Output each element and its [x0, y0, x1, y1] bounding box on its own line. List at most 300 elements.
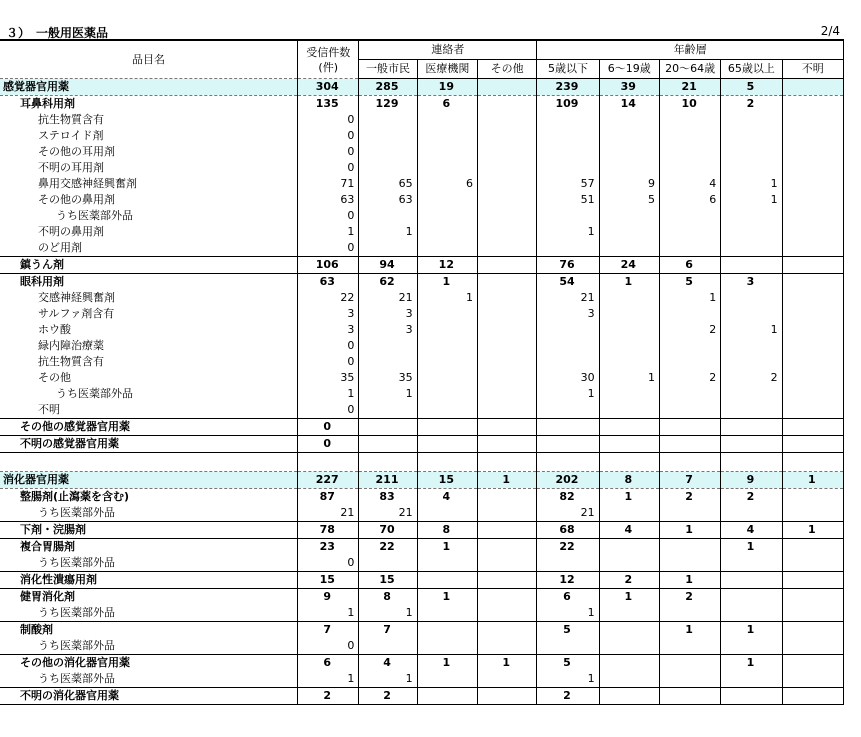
age-under5-header: 5歳以下 [537, 60, 599, 79]
row-value: 6 [537, 589, 599, 606]
row-value: 4 [659, 176, 720, 192]
row-value: 1 [721, 539, 782, 556]
row-value: 21 [537, 290, 599, 306]
row-value [782, 555, 843, 572]
row-value: 21 [298, 505, 359, 522]
row-label: 抗生物質含有 [38, 355, 104, 368]
table-row [0, 160, 844, 176]
row-value [782, 322, 843, 338]
row-label: うち医薬部外品 [56, 387, 133, 400]
row-value: 1 [659, 572, 720, 589]
contact-public-header: 一般市民 [359, 60, 417, 79]
row-value: 51 [537, 192, 599, 208]
row-value: 109 [537, 96, 599, 113]
row-value [359, 338, 417, 354]
row-value [477, 419, 536, 436]
row-label: うち医薬部外品 [0, 605, 298, 622]
row-value [537, 208, 599, 224]
row-value: 6 [417, 176, 477, 192]
row-value [298, 453, 359, 472]
row-value [782, 453, 843, 472]
row-label: 不明 [0, 402, 298, 419]
row-value: 1 [537, 671, 599, 688]
row-value [359, 144, 417, 160]
row-value [721, 306, 782, 322]
row-value: 1 [359, 671, 417, 688]
table-row [0, 489, 844, 506]
row-value: 129 [359, 96, 417, 113]
row-value [659, 386, 720, 402]
row-value [782, 128, 843, 144]
row-value: 35 [359, 370, 417, 386]
row-value [599, 290, 659, 306]
table-row [0, 572, 844, 589]
age-6-19-header: 6～19歳 [599, 60, 659, 79]
row-label: 不明の消化器官用薬 [0, 688, 298, 705]
row-value [782, 671, 843, 688]
row-value: 0 [298, 208, 359, 224]
row-value [537, 160, 599, 176]
row-value [721, 605, 782, 622]
row-value: 82 [537, 489, 599, 506]
row-value [599, 688, 659, 705]
row-value: 0 [298, 419, 359, 436]
row-value: 3 [721, 274, 782, 291]
row-value [477, 306, 536, 322]
row-value: 3 [359, 306, 417, 322]
row-value [721, 688, 782, 705]
row-value: 2 [599, 572, 659, 589]
row-value [477, 128, 536, 144]
row-value [477, 160, 536, 176]
row-value [417, 144, 477, 160]
table-row [0, 453, 844, 472]
row-value: 15 [417, 472, 477, 489]
row-value [782, 572, 843, 589]
table-row [0, 144, 844, 160]
row-value [417, 112, 477, 128]
row-value [782, 354, 843, 370]
row-value: 57 [537, 176, 599, 192]
row-value [417, 605, 477, 622]
row-value [782, 240, 843, 257]
row-label: 緑内障治療薬 [38, 339, 104, 352]
row-value [537, 436, 599, 453]
row-value [477, 176, 536, 192]
row-value: 0 [298, 240, 359, 257]
row-label: 制酸剤 [20, 623, 53, 636]
row-value: 1 [782, 522, 843, 539]
row-value [417, 453, 477, 472]
row-value: 4 [721, 522, 782, 539]
row-value [721, 419, 782, 436]
row-value [359, 419, 417, 436]
row-value [782, 386, 843, 402]
table-row [0, 472, 844, 489]
row-value: 4 [359, 655, 417, 672]
row-value: 30 [537, 370, 599, 386]
row-value: 7 [298, 622, 359, 639]
row-value: 211 [359, 472, 417, 489]
row-value [599, 208, 659, 224]
row-value: 5 [537, 622, 599, 639]
row-label: 鎮うん剤 [0, 257, 298, 274]
table-row [0, 338, 844, 354]
row-value [782, 192, 843, 208]
row-value [477, 436, 536, 453]
row-value [417, 224, 477, 240]
row-value [659, 128, 720, 144]
row-value [537, 322, 599, 338]
row-label: 消化性潰瘍用剤 [0, 572, 298, 589]
row-value: 1 [298, 671, 359, 688]
row-value [477, 354, 536, 370]
table-row [0, 128, 844, 144]
row-value: 63 [359, 192, 417, 208]
row-value: 22 [298, 290, 359, 306]
row-label: うち医薬部外品 [56, 209, 133, 222]
row-value [477, 505, 536, 522]
row-label: その他の鼻用剤 [38, 193, 115, 206]
row-label: うち医薬部外品 [0, 555, 298, 572]
row-value [782, 160, 843, 176]
row-value [659, 605, 720, 622]
row-value [477, 522, 536, 539]
row-value [417, 192, 477, 208]
row-value: 2 [659, 489, 720, 506]
statistics-table [0, 39, 844, 705]
contact-other-header: その他 [477, 60, 536, 79]
row-value [537, 555, 599, 572]
table-row [0, 274, 844, 291]
row-value: 62 [359, 274, 417, 291]
row-value [359, 128, 417, 144]
contact-group-header: 連絡者 [359, 40, 537, 60]
row-value [417, 505, 477, 522]
row-value [417, 354, 477, 370]
row-value [417, 322, 477, 338]
table-row [0, 539, 844, 556]
row-value: 1 [721, 192, 782, 208]
table-row [0, 112, 844, 128]
table-row [0, 522, 844, 539]
row-value [477, 240, 536, 257]
row-value [537, 402, 599, 419]
row-value [359, 354, 417, 370]
row-value [721, 354, 782, 370]
row-value [721, 638, 782, 655]
row-value: 227 [298, 472, 359, 489]
row-value: 3 [359, 322, 417, 338]
row-value [782, 257, 843, 274]
table-row [0, 208, 844, 224]
row-label: 交感神経興奮剤 [38, 291, 115, 304]
row-value: 7 [659, 472, 720, 489]
row-value: 3 [298, 306, 359, 322]
row-value [599, 419, 659, 436]
table-row [0, 436, 844, 453]
row-value: 23 [298, 539, 359, 556]
row-value [417, 572, 477, 589]
row-value [477, 96, 536, 113]
row-value [599, 622, 659, 639]
row-label: うち医薬部外品 [0, 671, 298, 688]
table-row [0, 290, 844, 306]
row-value [599, 605, 659, 622]
table-row [0, 671, 844, 688]
row-value [359, 160, 417, 176]
row-value [782, 402, 843, 419]
row-label: その他 [38, 371, 71, 384]
row-value [477, 112, 536, 128]
row-value [782, 622, 843, 639]
row-label: 抗生物質含有 [38, 113, 104, 126]
row-value [782, 489, 843, 506]
row-value: 76 [537, 257, 599, 274]
row-value: 1 [417, 589, 477, 606]
row-value [477, 192, 536, 208]
table-row [0, 79, 844, 96]
row-value [359, 402, 417, 419]
row-value: 12 [417, 257, 477, 274]
row-value: 0 [298, 402, 359, 419]
row-value: 5 [599, 192, 659, 208]
row-value [782, 688, 843, 705]
row-value [659, 555, 720, 572]
row-value [599, 386, 659, 402]
row-value [359, 208, 417, 224]
table-row [0, 505, 844, 522]
table-row [0, 402, 844, 419]
row-value [721, 453, 782, 472]
row-value [477, 370, 536, 386]
row-value [537, 419, 599, 436]
row-value [417, 436, 477, 453]
row-value [477, 589, 536, 606]
row-value [359, 638, 417, 655]
row-value: 1 [477, 472, 536, 489]
row-value [782, 539, 843, 556]
row-value [782, 208, 843, 224]
row-value [721, 257, 782, 274]
row-label: 不明の耳用剤 [38, 161, 104, 174]
row-value [599, 354, 659, 370]
row-value [782, 338, 843, 354]
row-value [659, 655, 720, 672]
row-value [477, 605, 536, 622]
row-value [782, 306, 843, 322]
row-value [477, 402, 536, 419]
row-value [359, 555, 417, 572]
age-20-64-header: 20～64歳 [659, 60, 720, 79]
row-value [721, 224, 782, 240]
row-value [659, 306, 720, 322]
row-label: 不明の鼻用剤 [38, 225, 104, 238]
row-value [721, 402, 782, 419]
row-label: 整腸剤(止瀉薬を含む) [20, 490, 130, 503]
row-value: 0 [298, 112, 359, 128]
row-value [721, 290, 782, 306]
row-label: ステロイド剤 [38, 129, 104, 142]
row-value: 63 [298, 192, 359, 208]
row-value: 1 [537, 605, 599, 622]
row-value [659, 505, 720, 522]
row-value [599, 240, 659, 257]
row-value: 21 [537, 505, 599, 522]
row-value [659, 224, 720, 240]
row-value [721, 386, 782, 402]
row-value [659, 436, 720, 453]
row-value: 9 [298, 589, 359, 606]
row-value [599, 436, 659, 453]
row-label: その他の消化器官用薬 [20, 656, 130, 669]
row-value: 1 [599, 370, 659, 386]
row-value [599, 306, 659, 322]
row-value: 0 [298, 160, 359, 176]
row-value [599, 555, 659, 572]
row-value [477, 322, 536, 338]
row-value [599, 160, 659, 176]
row-label: のど用剤 [0, 240, 298, 257]
row-value [477, 453, 536, 472]
table-row [0, 605, 844, 622]
row-label: その他の耳用剤 [38, 145, 115, 158]
row-label: 健胃消化剤 [20, 590, 75, 603]
row-value [359, 240, 417, 257]
row-value: 21 [359, 290, 417, 306]
row-value [537, 638, 599, 655]
table-row [0, 306, 844, 322]
row-value: 106 [298, 257, 359, 274]
row-value [721, 128, 782, 144]
row-label: 消化器官用薬 [0, 472, 298, 489]
row-value [782, 79, 843, 96]
row-value [721, 505, 782, 522]
row-value [782, 224, 843, 240]
row-value: 4 [417, 489, 477, 506]
table-row [0, 589, 844, 606]
row-value: 39 [599, 79, 659, 96]
row-value: 68 [537, 522, 599, 539]
row-value [417, 555, 477, 572]
row-value [599, 338, 659, 354]
row-value [721, 160, 782, 176]
table-body [0, 79, 844, 705]
row-label: 下剤・浣腸剤 [0, 522, 298, 539]
row-value [599, 112, 659, 128]
section-title: ３） 一般用医薬品 [6, 26, 109, 40]
row-value: 1 [599, 274, 659, 291]
row-value: 1 [599, 589, 659, 606]
received-count-header [298, 40, 359, 79]
row-value: 2 [659, 322, 720, 338]
row-value: 15 [359, 572, 417, 589]
row-value [477, 555, 536, 572]
row-value: 65 [359, 176, 417, 192]
table-row [0, 240, 844, 257]
table-row [0, 322, 844, 338]
row-value: 78 [298, 522, 359, 539]
row-value [537, 240, 599, 257]
row-value: 1 [721, 622, 782, 639]
row-value: 87 [298, 489, 359, 506]
row-value: 1 [298, 224, 359, 240]
row-value [721, 144, 782, 160]
row-value [659, 144, 720, 160]
row-label: ホウ酸 [38, 323, 71, 336]
row-value: 0 [298, 638, 359, 655]
row-value: 1 [359, 605, 417, 622]
row-value: 71 [298, 176, 359, 192]
table-row [0, 176, 844, 192]
row-value [599, 128, 659, 144]
age-65plus-header: 65歳以上 [721, 60, 782, 79]
table-row [0, 224, 844, 240]
row-value [417, 419, 477, 436]
row-value: 3 [537, 306, 599, 322]
row-value [477, 539, 536, 556]
row-value [659, 453, 720, 472]
row-value [659, 160, 720, 176]
row-value: 1 [721, 322, 782, 338]
row-value [599, 453, 659, 472]
row-value [477, 671, 536, 688]
row-value [417, 638, 477, 655]
row-value: 7 [359, 622, 417, 639]
row-value [782, 370, 843, 386]
row-value: 3 [298, 322, 359, 338]
row-value [721, 671, 782, 688]
row-value: 5 [721, 79, 782, 96]
row-value: 2 [537, 688, 599, 705]
row-value: 2 [721, 489, 782, 506]
table-row [0, 257, 844, 274]
row-value: 10 [659, 96, 720, 113]
row-label: その他の感覚器官用薬 [0, 419, 298, 436]
row-label: 不明の感覚器官用薬 [0, 436, 298, 453]
row-value [477, 386, 536, 402]
row-value [782, 144, 843, 160]
page-number: 2/4 [820, 24, 840, 38]
row-value [477, 274, 536, 291]
row-value: 202 [537, 472, 599, 489]
row-value: 12 [537, 572, 599, 589]
row-value: 0 [298, 338, 359, 354]
row-value: 22 [537, 539, 599, 556]
row-value: 1 [537, 386, 599, 402]
row-value [477, 224, 536, 240]
table-row [0, 688, 844, 705]
table-row [0, 96, 844, 113]
row-value [721, 555, 782, 572]
row-value: 9 [599, 176, 659, 192]
row-value: 6 [298, 655, 359, 672]
row-value [659, 419, 720, 436]
age-unknown-header: 不明 [782, 60, 843, 79]
row-label: うち医薬部外品 [0, 505, 298, 522]
item-name-header: 品目名 [0, 40, 298, 79]
row-label: サルファ剤含有 [38, 307, 115, 320]
contact-medical-header: 医療機関 [417, 60, 477, 79]
row-value: 8 [417, 522, 477, 539]
row-value [417, 306, 477, 322]
row-value [477, 338, 536, 354]
row-value [417, 370, 477, 386]
table-row [0, 370, 844, 386]
row-value [659, 688, 720, 705]
row-value: 1 [477, 655, 536, 672]
report-header [0, 22, 844, 40]
